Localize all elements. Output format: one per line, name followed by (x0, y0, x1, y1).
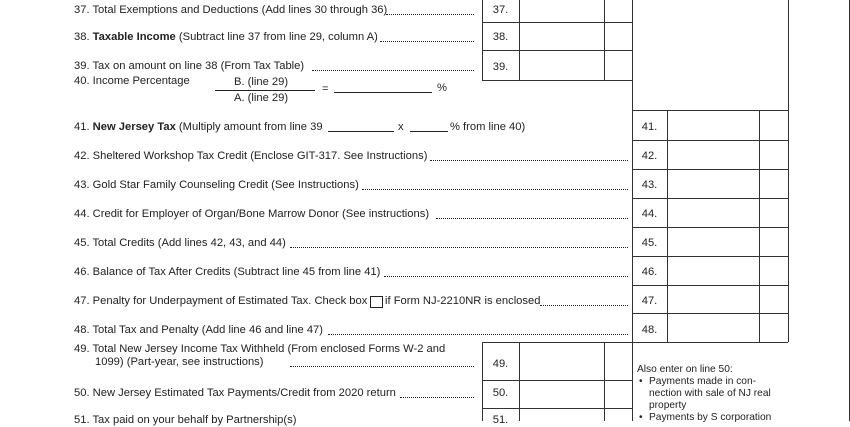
line-50-text: New Jersey Estimated Tax Payments/Credit from 2020 return (92, 387, 396, 399)
side-note-bullet-1c: property (649, 400, 687, 411)
line-41-cents-field[interactable] (760, 111, 787, 139)
line-42-number: 42. (74, 150, 90, 162)
line-50-amount-field[interactable] (520, 381, 603, 407)
line-47-number: 47. (74, 295, 90, 307)
line-46-amount-field[interactable] (668, 257, 758, 284)
line-38-amount-field[interactable] (520, 24, 603, 49)
line-45-amount-field[interactable] (668, 228, 758, 255)
line-37-leader (386, 14, 474, 15)
line-37 (74, 4, 387, 17)
line-40-fraction-bottom: A. (line 29) (234, 92, 289, 104)
line-45-text: Total Credits (Add lines 42, 43, and 44) (92, 237, 286, 249)
line-45-number: 45. (74, 237, 90, 249)
line-40-text: Income Percentage (92, 75, 190, 87)
line-49-box-label: 49. (492, 358, 509, 370)
line-44-leader (436, 218, 628, 219)
row-48-bottom (632, 342, 788, 343)
line-39 (74, 60, 304, 73)
line-41-bold-text: New Jersey Tax (92, 121, 176, 133)
line-51-text: Tax paid on your behalf by Partnership(s) (92, 414, 297, 426)
line-49-number: 49. (74, 343, 90, 355)
line-47-leader (540, 305, 628, 306)
line-40-equals: = (322, 83, 329, 95)
line-44 (74, 208, 429, 221)
line-38-cents-field[interactable] (605, 24, 631, 49)
row-39-bottom (482, 80, 632, 81)
line-39-text: Tax on amount on line 38 (From Tax Table) (92, 60, 305, 72)
line-42-leader (430, 160, 628, 161)
line-51-box-label: 51. (492, 414, 509, 426)
line-46-text: Balance of Tax After Credits (Subtract line 45 from line 41) (92, 266, 381, 278)
line-41-box-label: 41. (641, 121, 658, 133)
line-49-text2: 1099) (Part-year, see instructions) (95, 356, 264, 368)
line-41-amount-field[interactable] (668, 111, 758, 139)
side-note (637, 364, 847, 424)
line-50-box-label: 50. (492, 387, 509, 399)
line-37-cents-field[interactable] (605, 1, 631, 21)
line-43-text: Gold Star Family Counseling Credit (See Instructions) (92, 179, 359, 191)
line-49-amount-field[interactable] (520, 343, 603, 379)
side-note-bullet-2: Payments by S corporation (649, 412, 772, 423)
line-38 (74, 31, 378, 44)
line-46 (74, 266, 380, 279)
line-44-text: Credit for Employer of Organ/Bone Marrow Donor (See instructions) (92, 208, 430, 220)
line-44-cents-field[interactable] (760, 199, 787, 226)
line-38-bold-text: Taxable Income (92, 31, 176, 43)
line-46-number: 46. (74, 266, 90, 278)
line-50 (74, 387, 396, 400)
lower-mid-left-border (482, 342, 483, 421)
line-41-amount-blank[interactable] (328, 131, 394, 132)
line-38-box-label: 38. (492, 31, 509, 43)
line-47 (74, 295, 367, 308)
line-47-cents-field[interactable] (760, 286, 787, 312)
side-note-bullet-1b: nection with sale of NJ real (649, 388, 771, 399)
line-50-leader (400, 397, 474, 398)
line-38-leader (380, 41, 474, 42)
line-48-box-label: 48. (641, 324, 658, 336)
line-37-amount-field[interactable] (520, 1, 603, 21)
line-44-number: 44. (74, 208, 90, 220)
line-43-amount-field[interactable] (668, 170, 758, 197)
line-37-box-label: 37. (492, 4, 509, 16)
line-42-amount-field[interactable] (668, 141, 758, 168)
line-43-box-label: 43. (641, 179, 658, 191)
line-49-cents-field[interactable] (605, 343, 631, 379)
line-41-times: x (398, 121, 404, 133)
line-38-text: (Subtract line 37 from line 29, column A) (175, 31, 378, 43)
side-note-title: Also enter on line 50: (637, 364, 733, 375)
line-40-fraction-top: B. (line 29) (234, 76, 289, 88)
line-42 (74, 150, 427, 163)
line-48-amount-field[interactable] (668, 314, 758, 341)
line-39-number: 39. (74, 60, 90, 72)
line-39-leader (312, 70, 474, 71)
right-col-right-border (788, 0, 789, 342)
line-48-number: 48. (74, 324, 90, 336)
line-48-text: Total Tax and Penalty (Add line 46 and line 47) (92, 324, 324, 336)
row-50-bottom (482, 408, 632, 409)
line-43 (74, 179, 359, 192)
line-46-cents-field[interactable] (760, 257, 787, 284)
line-38-number: 38. (74, 31, 90, 43)
side-note-bullet-1a: Payments made in con- (649, 376, 757, 387)
line-37-number: 37. (74, 4, 90, 16)
line-49 (74, 343, 445, 356)
line-40-percentage-field[interactable] (334, 92, 432, 93)
line-44-amount-field[interactable] (668, 199, 758, 226)
row-38-bottom (482, 50, 632, 51)
line-48-leader (328, 334, 628, 335)
line-46-box-label: 46. (641, 266, 658, 278)
line-41-number: 41. (74, 121, 90, 133)
line-45 (74, 237, 286, 250)
line-42-text: Sheltered Workshop Tax Credit (Enclose GIT-317. See Instructions) (92, 150, 428, 162)
line-45-cents-field[interactable] (760, 228, 787, 255)
line-46-leader (384, 276, 628, 277)
line-42-box-label: 42. (641, 150, 658, 162)
line-45-leader (290, 247, 628, 248)
line-41-percent-blank[interactable] (410, 131, 448, 132)
nj-2210nr-checkbox[interactable] (370, 296, 383, 308)
line-43-cents-field[interactable] (760, 170, 787, 197)
line-50-number: 50. (74, 387, 90, 399)
line-48-cents-field[interactable] (760, 314, 787, 341)
line-47-text2: if Form NJ-2210NR is enclosed (385, 295, 541, 307)
line-41 (74, 121, 323, 134)
line-44-box-label: 44. (641, 208, 658, 220)
line-43-number: 43. (74, 179, 90, 191)
line-42-cents-field[interactable] (760, 141, 787, 168)
line-47-box-label: 47. (641, 295, 658, 307)
line-50-cents-field[interactable] (605, 381, 631, 407)
line-43-leader (362, 189, 628, 190)
line-45-box-label: 45. (641, 237, 658, 249)
line-47-amount-field[interactable] (668, 286, 758, 312)
line-39-box-label: 39. (492, 61, 509, 73)
line-40 (74, 75, 190, 88)
line-47-text: Penalty for Underpayment of Estimated Tax. Check box (92, 295, 368, 307)
line-39-amount-field[interactable] (520, 52, 603, 79)
line-40-number: 40. (74, 75, 90, 87)
line-41-text: (Multiply amount from line 39 (175, 121, 323, 133)
line-39-cents-field[interactable] (605, 52, 631, 79)
line-41-percent-text: % from line 40) (450, 121, 526, 133)
line-37-text: Total Exemptions and Deductions (Add lines 30 through 36) (92, 4, 388, 16)
row-37-bottom (482, 22, 632, 23)
line-49-leader (290, 366, 474, 367)
line-40-percent-sign: % (437, 82, 447, 94)
side-note-bullet-1: • Payments made in con- nection with sale of NJ real property • Payments by S corporation (637, 376, 847, 424)
line-51-number: 51. (74, 414, 90, 426)
line-40-fraction-bar (215, 90, 315, 91)
line-49-text: Total New Jersey Income Tax Withheld (From enclosed Forms W-2 and (92, 343, 446, 355)
line-48 (74, 324, 323, 337)
